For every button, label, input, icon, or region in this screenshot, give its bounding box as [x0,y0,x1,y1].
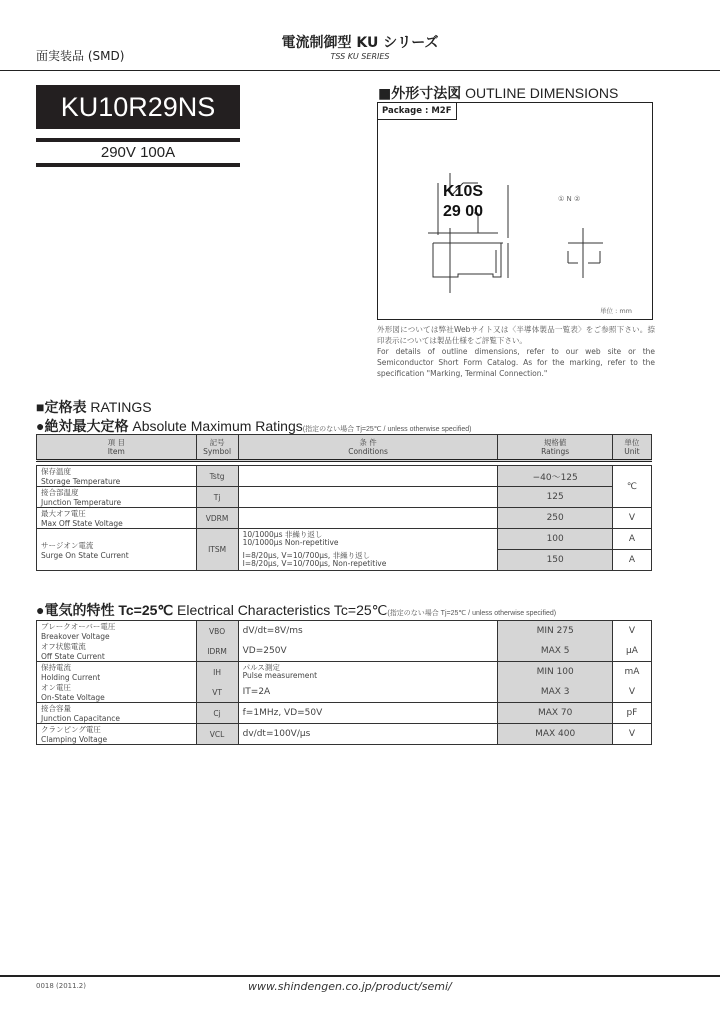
conditions-cell: dv/dt=100V/μs [238,724,498,745]
item-cell: ブレークオーバー電圧 Breakover Voltage [37,621,197,642]
outline-drawing-svg [378,103,654,321]
col-conditions: 条 件 Conditions [238,435,498,461]
table-row [37,487,652,508]
table-row [37,682,652,703]
rating-cell: 150 [498,550,612,571]
electrical-title-jp: ●電気的特性 Tc=25℃ [36,602,174,618]
table-row [37,508,652,529]
unit-cell: pF [612,703,651,724]
ratings-title-jp: ■定格表 [36,399,87,415]
ratings-title [36,397,152,417]
rating-cell: 100 [498,529,612,550]
conditions-cell [238,508,498,529]
col-unit: 単位 Unit [612,435,651,461]
conditions-cell: I=8/20μs, V=10/700μs, 非繰り返し I=8/20μs, V=10/700μs, Non-repetitive [238,550,498,571]
symbol-cell: Tj [196,487,238,508]
item-cell: クランピング電圧 Clamping Voltage [37,724,197,745]
outline-title [378,83,618,103]
ratings-title-en: RATINGS [90,399,152,415]
abs-max-title [36,416,471,436]
table-row [37,529,652,550]
part-rating: 290V 100A [100,144,176,161]
unit-cell: A [612,529,651,550]
electrical-characteristics-table [36,620,652,745]
conditions-cell: パルス測定 Pulse measurement [238,662,498,683]
unit-cell: μA [612,641,651,662]
category-label: 面実装品 (SMD) [36,49,125,63]
value-cell: MAX 5 [498,641,612,662]
unit-cell: A [612,550,651,571]
conditions-cell: 10/1000μs 非繰り返し 10/1000μs Non-repetitive [238,529,498,550]
footer-divider [0,975,720,977]
value-cell: MIN 275 [498,621,612,642]
outline-note [377,324,655,379]
conditions-cell: f=1MHz, VD=50V [238,703,498,724]
table-row [37,724,652,745]
col-symbol: 記号 Symbol [196,435,238,461]
table-row [37,621,652,642]
abs-max-title-jp: ●絶対最大定格 [36,418,129,434]
package-label: Package : M2F [378,103,457,120]
item-cell: オン電圧 On-State Voltage [37,682,197,703]
symbol-cell: VT [196,682,238,703]
rating-cell: 250 [498,508,612,529]
footer-url-link[interactable]: www.shindengen.co.jp/product/semi/ [248,980,452,993]
unit-label: 単位 : mm [600,307,632,315]
table-row [37,662,652,683]
rating-cell: 125 [498,487,612,508]
part-number: KU10R29NS [36,85,240,129]
item-cell: 保持電流 Holding Current [37,662,197,683]
electrical-condition: (指定のない場合 Tj=25℃ / unless otherwise specified) [387,610,557,617]
unit-cell: ℃ [612,466,651,508]
outline-title-jp: ■外形寸法図 [378,86,462,102]
value-cell: MAX 70 [498,703,612,724]
electrical-title-en: Electrical Characteristics Tc=25℃ [177,602,388,618]
symbol-cell: IH [196,662,238,683]
unit-cell: mA [612,662,651,683]
conditions-cell [238,487,498,508]
rating-cell: −40～125 [498,466,612,487]
item-cell: 最大オフ電圧 Max Off State Voltage [37,508,197,529]
abs-max-condition: (指定のない場合 Tj=25℃ / unless otherwise specified) [302,426,472,433]
electrical-title [36,600,556,620]
symbol-cell: VBO [196,621,238,642]
value-cell: MIN 100 [498,662,612,683]
symbol-cell: VCL [196,724,238,745]
document-code: 0018 (2011.2) [36,982,86,990]
symbol-cell: ITSM [196,529,238,571]
series-title-jp: 電流制御型 KU シリーズ [281,35,439,51]
rating-bottom-bar [36,163,240,167]
col-ratings: 規格値 Ratings [498,435,612,461]
conditions-cell: VD=250V [238,641,498,662]
symbol-cell: Tstg [196,466,238,487]
table-row [37,466,652,487]
symbol-cell: VDRM [196,508,238,529]
marking-line2: 29 00 [443,203,484,220]
unit-cell: V [612,682,651,703]
item-cell: サージオン電流 Surge On State Current [37,529,197,571]
item-cell: オフ状態電流 Off State Current [37,641,197,662]
value-cell: MAX 3 [498,682,612,703]
conditions-cell: dV/dt=8V/ms [238,621,498,642]
outline-title-en: OUTLINE DIMENSIONS [465,85,619,101]
table-row [37,641,652,662]
unit-cell: V [612,621,651,642]
unit-cell: V [612,724,651,745]
outline-note-en: For details of outline dimensions, refer to our web site or the Semiconductor Short Form Catalog. As for the marking, refer to the specification "Marking, Terminal Connection." [377,347,655,378]
conditions-cell: IT=2A [238,682,498,703]
unit-cell: V [612,508,651,529]
value-cell: MAX 400 [498,724,612,745]
abs-max-ratings-table [36,434,652,571]
marking-line1: K10S [443,183,484,200]
symbol-cell: IDRM [196,641,238,662]
conditions-cell [238,466,498,487]
table-row [37,703,652,724]
symbol-cell: Cj [196,703,238,724]
item-cell: 接合部温度 Junction Temperature [37,487,197,508]
abs-max-title-en: Absolute Maximum Ratings [132,418,303,434]
item-cell: 接合容量 Junction Capacitance [37,703,197,724]
header-divider [0,70,720,71]
col-item: 項 目 Item [37,435,197,461]
svg-text:① N ②: ① N ② [558,195,581,203]
item-cell: 保存温度 Storage Temperature [37,466,197,487]
outline-drawing [377,102,653,320]
series-title-en: TSS KU SERIES [330,52,390,61]
outline-note-jp: 外形図については弊社Webサイト又は〈半導体製品一覧表〉をご参照下さい。捺印表示については製品仕様をご評覧下さい。 [377,325,655,345]
